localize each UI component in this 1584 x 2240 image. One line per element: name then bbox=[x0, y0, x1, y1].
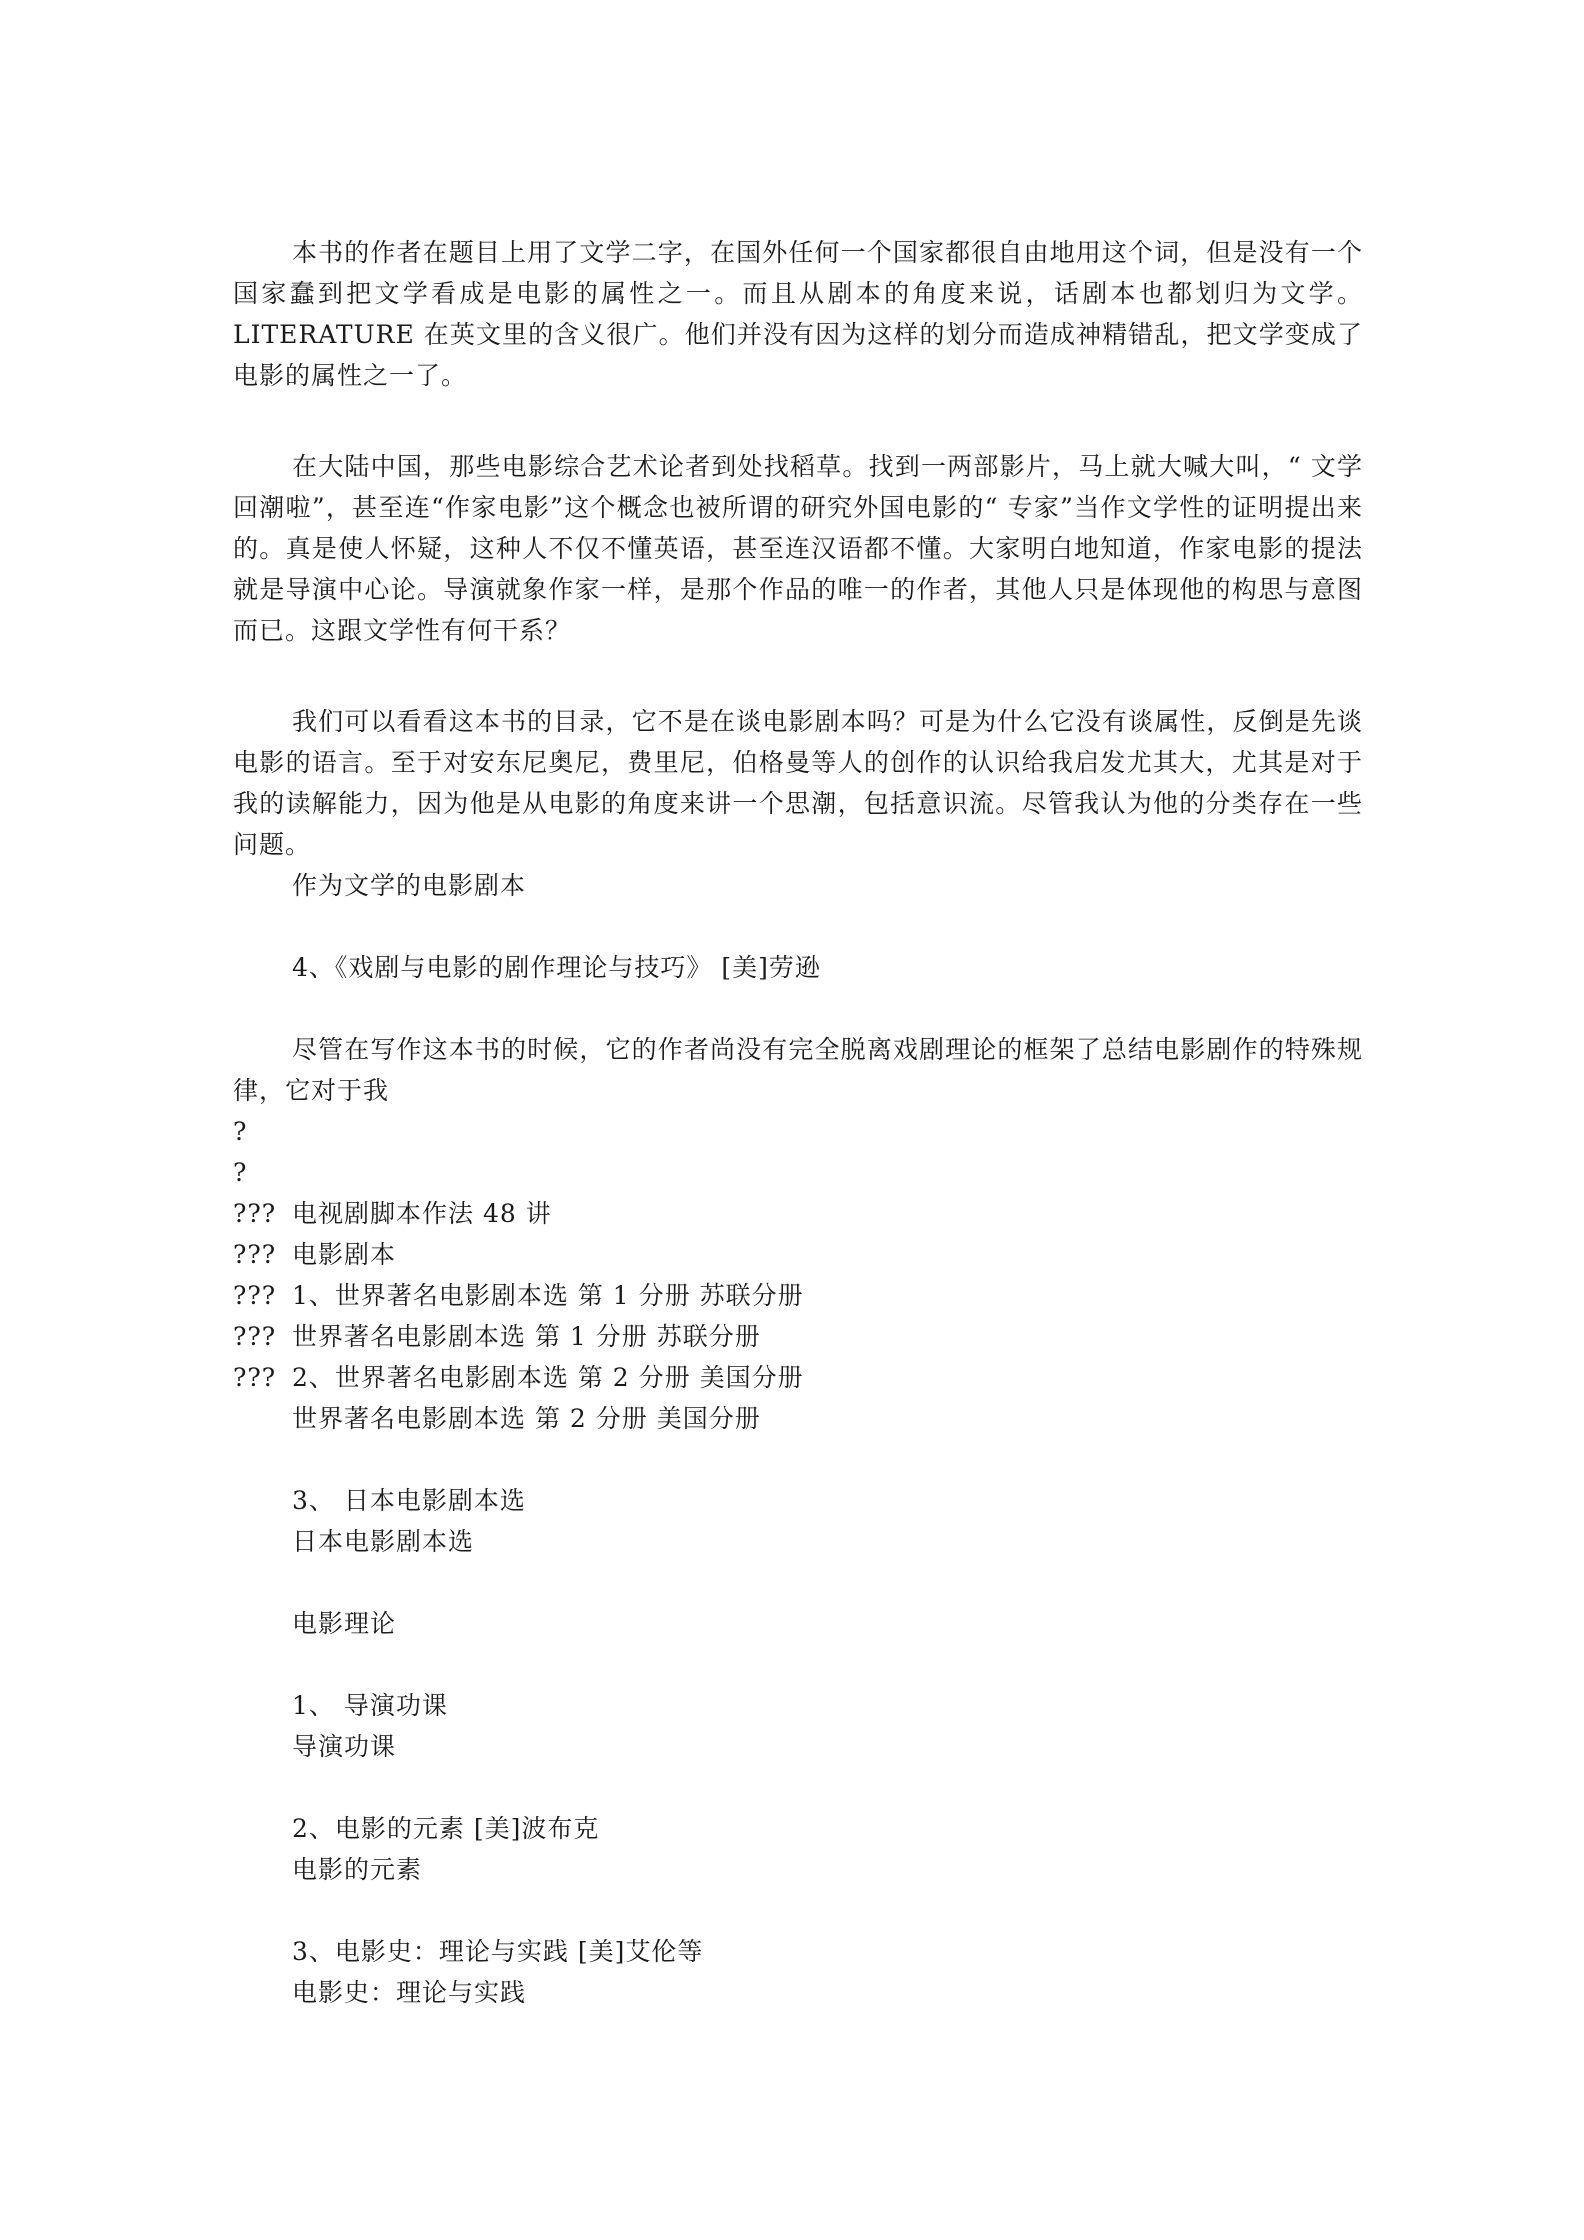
question-line-1: ? bbox=[233, 1117, 248, 1146]
paragraph-drama-theory: 尽管在写作这本书的时候，它的作者尚没有完全脱离戏剧理论的框架了总结电影剧作的特殊规律，它对于我 bbox=[233, 1035, 1363, 1105]
unknown-glyph-mark: ??? bbox=[233, 1281, 277, 1310]
list-item-japanese-number: 3、 日本电影剧本选 bbox=[292, 1486, 526, 1515]
subtitle-screenplay-as-literature: 作为文学的电影剧本 bbox=[292, 871, 527, 900]
list-item-american-volume: 世界著名电影剧本选 第 2 分册 美国分册 bbox=[292, 1404, 761, 1433]
list-item-tv-script bbox=[233, 1193, 552, 1234]
list-item-elements-title: 电影的元素 bbox=[292, 1855, 423, 1884]
paragraph-mainland-china: 在大陆中国，那些电影综合艺术论者到处找稻草。找到一两部影片，马上就大喊大叫，“ 文学回潮啦”，甚至连“作家电影”这个概念也被所谓的研究外国电影的“ 专家”当作文学性的证明提出来的。真是使人怀疑，这种人不仅不懂英语，甚至连汉语都不懂。大家明白地知道，作家电影的提法就是导演中心论。导演就象作家一样，是那个作品的唯一的作者，其他人只是体现他的构思与意图而已。这跟文学性有何干系？ bbox=[233, 452, 1363, 645]
section-heading-film-theory: 电影理论 bbox=[292, 1609, 397, 1638]
unknown-glyph-mark: ??? bbox=[233, 1199, 277, 1228]
list-item-text: 世界著名电影剧本选 第 1 分册 苏联分册 bbox=[292, 1322, 761, 1351]
list-item-elements-number: 2、电影的元素 [美]波布克 bbox=[292, 1814, 600, 1843]
list-item-directing-number: 1、 导演功课 bbox=[292, 1691, 448, 1720]
unknown-glyph-mark: ??? bbox=[233, 1363, 277, 1392]
list-item-text: 1、世界著名电影剧本选 第 1 分册 苏联分册 bbox=[292, 1281, 804, 1310]
unknown-glyph-mark: ??? bbox=[233, 1322, 277, 1351]
list-item-text: 电影剧本 bbox=[292, 1240, 397, 1269]
list-item-screenplay bbox=[233, 1234, 396, 1275]
paragraph-literature-word: 本书的作者在题目上用了文学二字，在国外任何一个国家都很自由地用这个词，但是没有一个国家蠢到把文学看成是电影的属性之一。而且从剧本的角度来说，话剧本也都划归为文学。LITERATURE 在英文里的含义很广。他们并没有因为这样的划分而造成神精错乱，把文学变成了电影的属性之一了。 bbox=[233, 238, 1363, 390]
unknown-glyph-mark: ??? bbox=[233, 1240, 277, 1269]
list-item-directing-title: 导演功课 bbox=[292, 1732, 397, 1761]
list-item-text: 2、世界著名电影剧本选 第 2 分册 美国分册 bbox=[292, 1363, 804, 1392]
list-item-soviet-volume bbox=[233, 1316, 761, 1357]
list-item-history-title: 电影史：理论与实践 bbox=[292, 1978, 527, 2007]
question-line-2: ? bbox=[233, 1158, 248, 1187]
list-item-american-volume-number bbox=[233, 1357, 804, 1398]
paragraph-table-of-contents: 我们可以看看这本书的目录，它不是在谈电影剧本吗？可是为什么它没有谈属性，反倒是先谈电影的语言。至于对安东尼奥尼，费里尼，伯格曼等人的创作的认识给我启发尤其大，尤其是对于我的读解能力，因为他是从电影的角度来讲一个思潮，包括意识流。尽管我认为他的分类存在一些问题。 bbox=[233, 707, 1363, 859]
list-item-soviet-volume-number bbox=[233, 1275, 804, 1316]
list-item-japanese-title: 日本电影剧本选 bbox=[292, 1527, 475, 1556]
book-title-lawson: 4、《戏剧与电影的剧作理论与技巧》 [美]劳逊 bbox=[292, 953, 821, 982]
list-item-history-number: 3、电影史：理论与实践 [美]艾伦等 bbox=[292, 1937, 704, 1966]
list-item-text: 电视剧脚本作法 48 讲 bbox=[292, 1199, 552, 1228]
